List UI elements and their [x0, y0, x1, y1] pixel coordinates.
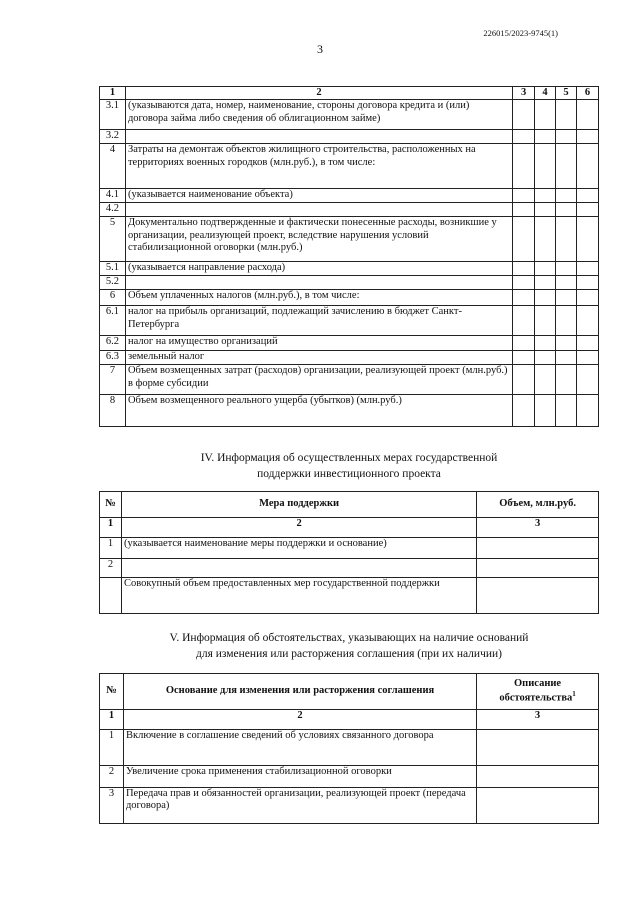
column-header: 2 — [125, 87, 512, 100]
column-number: 2 — [121, 518, 476, 538]
table-row — [100, 395, 599, 427]
page-number: 3 — [317, 42, 323, 56]
table-row — [100, 217, 599, 262]
table-header-row — [100, 87, 599, 100]
document-id: 226015/2023-9745(1) — [483, 28, 558, 38]
row-text: налог на прибыль организаций, подлежащий зачислению в бюджет Санкт-Петербурга — [125, 306, 512, 336]
row-text — [125, 203, 512, 217]
column-header: Мера поддержки — [121, 492, 476, 518]
column-header: Объем, млн.руб. — [477, 492, 599, 518]
termination-grounds-table — [99, 673, 599, 824]
table-row — [100, 351, 599, 365]
row-number: 4.2 — [100, 203, 126, 217]
row-number: 6 — [100, 290, 126, 306]
row-text: Включение в соглашение сведений об условиях связанного договора — [123, 730, 476, 766]
row-text: Документально подтвержденные и фактически понесенные расходы, возникшие у организации, реализующей проект, вследствие нарушения условий стабилизационной оговорки (млн.руб.) — [125, 217, 512, 262]
column-number-row — [100, 710, 599, 730]
row-number: 4.1 — [100, 189, 126, 203]
table-row — [100, 276, 599, 290]
row-text: Затраты на демонтаж объектов жилищного строительства, расположенных на территориях военных городков (млн.руб.), в том числе: — [125, 144, 512, 189]
table-row — [100, 336, 599, 351]
row-text: Передача прав и обязанностей организации, реализующей проект (передача договора) — [123, 788, 476, 824]
row-number: 7 — [100, 365, 126, 395]
table-row — [100, 290, 599, 306]
section-4-title — [99, 451, 599, 482]
row-number: 3.2 — [100, 130, 126, 144]
table-row — [100, 730, 599, 766]
row-text — [125, 130, 512, 144]
row-number: 4 — [100, 144, 126, 189]
table-row — [100, 578, 599, 614]
row-number: 2 — [100, 559, 122, 578]
row-text: Объем уплаченных налогов (млн.руб.), в том числе: — [125, 290, 512, 306]
column-header: 4 — [535, 87, 556, 100]
column-header-text: Описание обстоятельства — [499, 677, 573, 704]
row-number: 5.1 — [100, 262, 126, 276]
column-number: 1 — [100, 710, 124, 730]
row-text: Объем возмещенного реального ущерба (убытков) (млн.руб.) — [125, 395, 512, 427]
table-row — [100, 365, 599, 395]
footnote-mark: 1 — [572, 690, 576, 699]
row-number: 6.1 — [100, 306, 126, 336]
column-number: 1 — [100, 518, 122, 538]
section-5-title — [99, 631, 599, 662]
row-text: Совокупный объем предоставленных мер государственной поддержки — [121, 578, 476, 614]
table-row — [100, 766, 599, 788]
row-number: 1 — [100, 730, 124, 766]
section-4-title-line2: поддержки инвестиционного проекта — [257, 467, 441, 480]
column-number: 3 — [477, 710, 599, 730]
row-number — [100, 578, 122, 614]
row-number: 6.3 — [100, 351, 126, 365]
table-row — [100, 559, 599, 578]
table-row — [100, 144, 599, 189]
table-header-row — [100, 492, 599, 518]
row-text: (указывается наименование объекта) — [125, 189, 512, 203]
row-text: (указывается направление расхода) — [125, 262, 512, 276]
row-text — [121, 559, 476, 578]
column-number: 3 — [477, 518, 599, 538]
column-header — [477, 674, 599, 710]
section-5-title-line1: V. Информация об обстоятельствах, указывающих на наличие оснований — [169, 632, 529, 644]
row-number: 1 — [100, 538, 122, 559]
row-text — [125, 276, 512, 290]
section-5-title-line2: для изменения или расторжения соглашения (при их наличии) — [195, 647, 502, 660]
row-number: 5.2 — [100, 276, 126, 290]
row-text: налог на имущество организаций — [125, 336, 512, 351]
row-number: 8 — [100, 395, 126, 427]
row-number: 6.2 — [100, 336, 126, 351]
row-number: 3.1 — [100, 100, 126, 130]
column-header: 5 — [556, 87, 577, 100]
row-number: 5 — [100, 217, 126, 262]
row-number: 3 — [100, 788, 124, 824]
table-row — [100, 189, 599, 203]
table-row — [100, 538, 599, 559]
column-header: 1 — [100, 87, 126, 100]
row-text: (указываются дата, номер, наименование, стороны договора кредита и (или) договора займа либо сведения об облигационном займе) — [125, 100, 512, 130]
table-row — [100, 262, 599, 276]
column-number: 2 — [123, 710, 476, 730]
column-number-row — [100, 518, 599, 538]
column-header: 6 — [577, 87, 599, 100]
table-row — [100, 788, 599, 824]
column-header: № — [100, 674, 124, 710]
table-row — [100, 203, 599, 217]
table-row — [100, 100, 599, 130]
row-text: земельный налог — [125, 351, 512, 365]
section-4-title-line1: IV. Информация об осуществленных мерах государственной — [200, 452, 498, 464]
column-header: № — [100, 492, 122, 518]
table-row — [100, 130, 599, 144]
table-row — [100, 306, 599, 336]
table-header-row — [100, 674, 599, 710]
column-header: 3 — [513, 87, 535, 100]
indicators-table — [99, 86, 599, 427]
row-text: Объем возмещенных затрат (расходов) организации, реализующей проект (млн.руб.) в форме субсидии — [125, 365, 512, 395]
column-header: Основание для изменения или расторжения соглашения — [123, 674, 476, 710]
support-measures-table — [99, 491, 599, 614]
row-text: Увеличение срока применения стабилизационной оговорки — [123, 766, 476, 788]
row-number: 2 — [100, 766, 124, 788]
row-text: (указывается наименование меры поддержки и основание) — [121, 538, 476, 559]
